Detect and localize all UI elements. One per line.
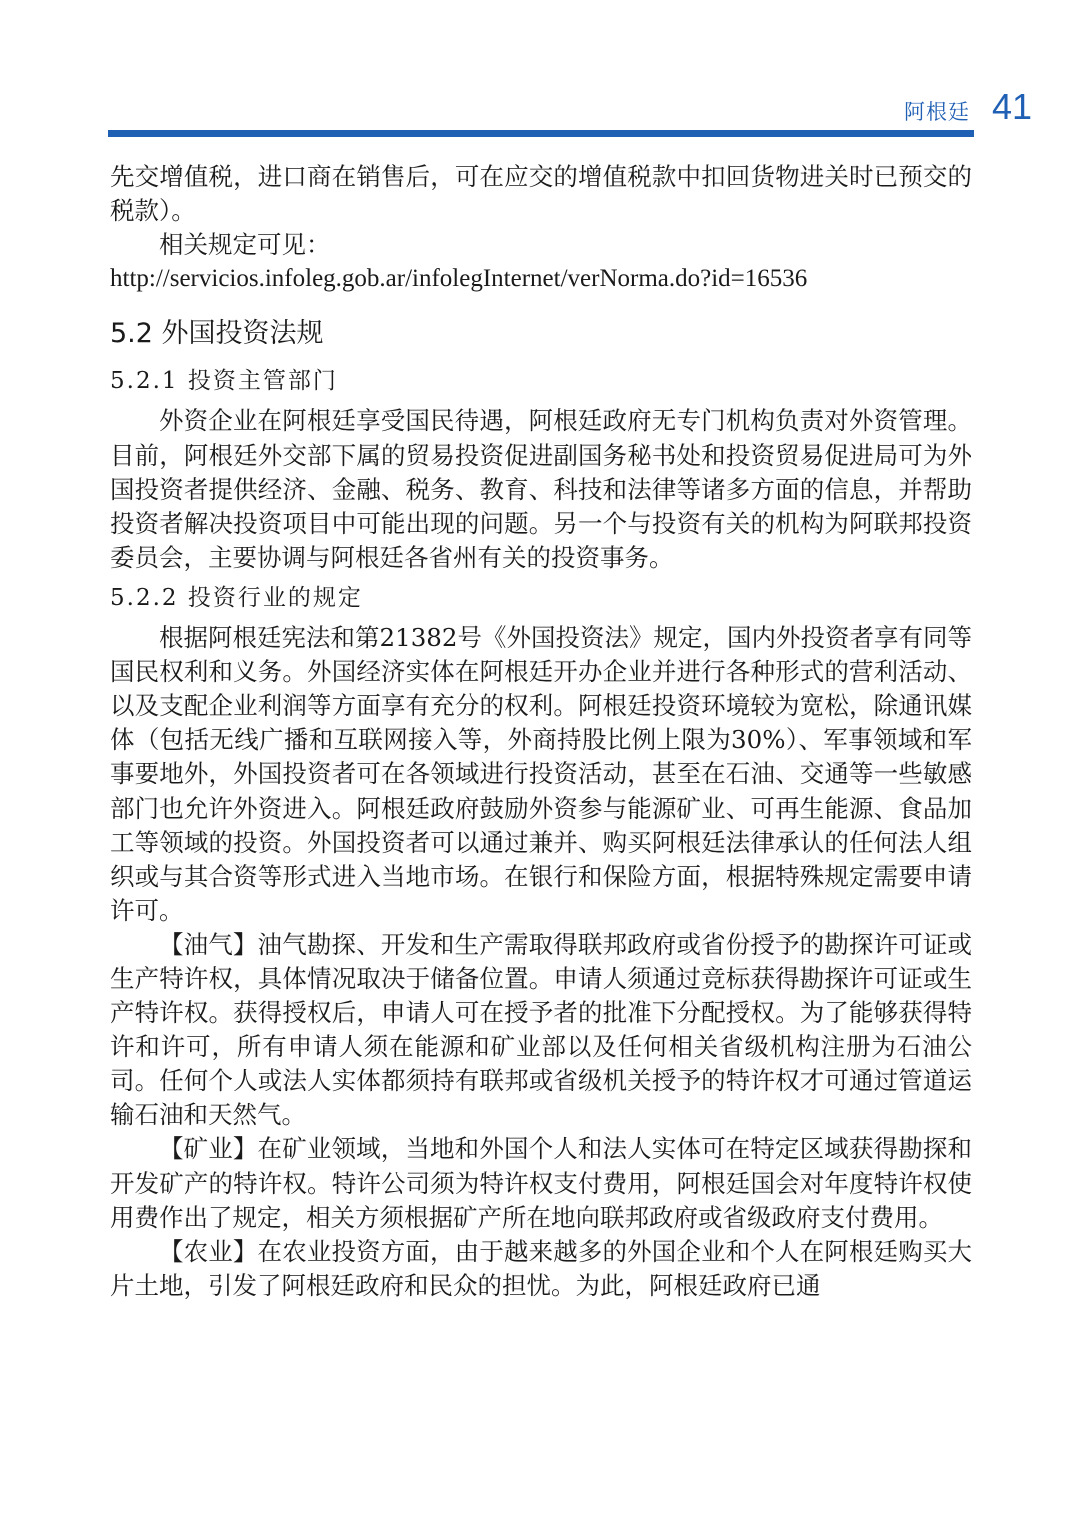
paragraph-oil-gas: 【油气】油气勘探、开发和生产需取得联邦政府或省份授予的勘探许可证或生产特许权，具体情况取决于储备位置。申请人须通过竞标获得勘探许可证或生产特许权。获得授权后，申请人可在授予者的批准下分配授权。为了能够获得特许和许可，所有申请人须在能源和矿业部以及任何相关省级机构注册为石油公司。任何个人或法人实体都须持有联邦或省级机关授予的特许权才可通过管道运输石油和天然气。 <box>110 929 972 1130</box>
page-body <box>110 160 972 1303</box>
subsection-heading-industry: 5.2.2 投资行业的规定 <box>110 584 363 611</box>
subsection-heading-authority: 5.2.1 投资主管部门 <box>110 368 338 395</box>
header-rule <box>108 130 974 137</box>
paragraph-industry-rules: 根据阿根廷宪法和第21382号《外国投资法》规定，国内外投资者享有同等国民权利和义务。外国经济实体在阿根廷开办企业并进行各种形式的营利活动、以及支配企业利润等方面享有充分的权利。阿根廷投资环境较为宽松，除通讯媒体（包括无线广播和互联网接入等，外商持股比例上限为30%）、军事领域和军事要地外，外国投资者可在各领域进行投资活动，甚至在石油、交通等一些敏感部门也允许外资进入。阿根廷政府鼓励外资参与能源矿业、可再生能源、食品加工等领域的投资。外国投资者可以通过兼并、购买阿根廷法律承认的任何法人组织或与其合资等形式进入当地市场。在银行和保险方面，根据特殊规定需要申请许可。 <box>110 623 972 925</box>
reference-url: http://servicios.infoleg.gob.ar/infolegInternet/verNorma.do?id=16536 <box>110 265 808 293</box>
page-header <box>108 88 1032 128</box>
paragraph-reference-intro: 相关规定可见： <box>159 230 331 260</box>
paragraph-agriculture: 【农业】在农业投资方面，由于越来越多的外国企业和个人在阿根廷购买大片土地，引发了阿根廷政府和民众的担忧。为此，阿根廷政府已通 <box>110 1236 972 1300</box>
paragraph-continued: 先交增值税，进口商在销售后，可在应交的增值税款中扣回货物进关时已预交的税款）。 <box>110 162 972 226</box>
paragraph-mining: 【矿业】在矿业领域，当地和外国个人和法人实体可在特定区域获得勘探和开发矿产的特许权。特许公司须为特许权支付费用，阿根廷国会对年度特许权使用费作出了规定，相关方须根据矿产所在地向联邦政府或省级政府支付费用。 <box>110 1134 972 1232</box>
page-number: 41 <box>991 86 1032 127</box>
paragraph-authority: 外资企业在阿根廷享受国民待遇，阿根廷政府无专门机构负责对外资管理。目前，阿根廷外交部下属的贸易投资促进副国务秘书处和投资贸易促进局可为外国投资者提供经济、金融、税务、教育、科技和法律等诸多方面的信息，并帮助投资者解决投资项目中可能出现的问题。另一个与投资有关的机构为阿联邦投资委员会，主要协调与阿根廷各省州有关的投资事务。 <box>110 406 972 572</box>
running-title: 阿根廷 <box>904 101 970 124</box>
section-heading: 5.2 外国投资法规 <box>110 318 324 350</box>
